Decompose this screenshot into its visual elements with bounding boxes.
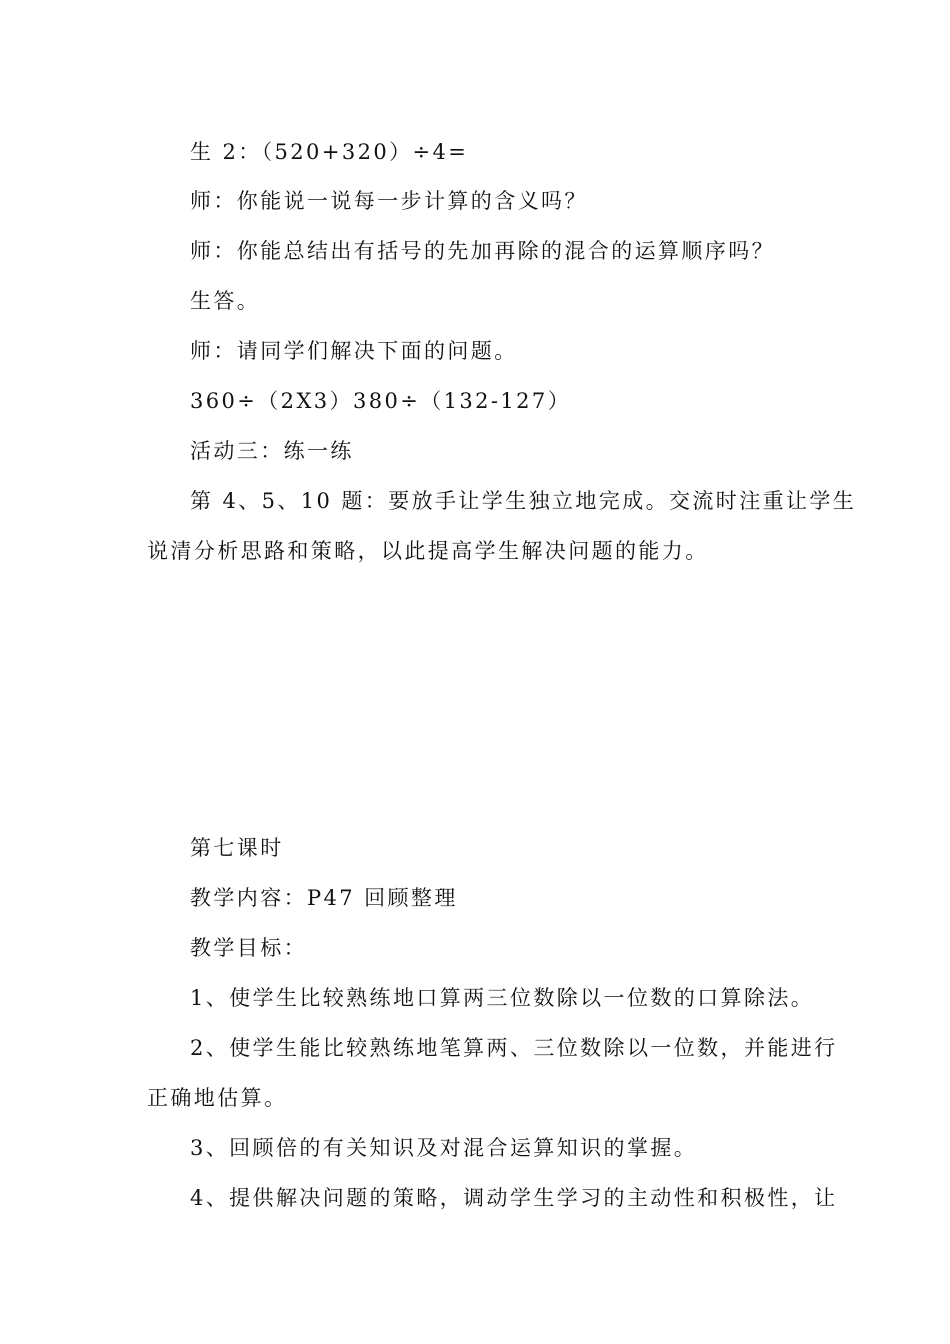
dialogue-teacher-meaning: 师：你能说一说每一步计算的含义吗？ <box>190 189 588 213</box>
dialogue-teacher-order: 师：你能总结出有括号的先加再除的混合的运算顺序吗？ <box>190 239 775 263</box>
dialogue-student-2: 生 2：（520+320）÷4= <box>190 140 469 164</box>
goal-4-line-1: 4、提供解决问题的策略，调动学生学习的主动性和积极性，让 <box>190 1186 838 1210</box>
goal-2-line-1: 2、使学生能比较熟练地笔算两、三位数除以一位数，并能进行 <box>190 1036 838 1060</box>
dialogue-student-answer: 生答。 <box>190 289 261 313</box>
dialogue-teacher-problems: 师：请同学们解决下面的问题。 <box>190 339 518 363</box>
goal-2-line-2: 正确地估算。 <box>147 1086 288 1110</box>
teaching-goals-heading: 教学目标： <box>190 936 307 960</box>
practice-expressions: 360÷（2X3）380÷（132-127） <box>190 389 572 413</box>
goal-1: 1、使学生比较熟练地口算两三位数除以一位数的口算除法。 <box>190 986 815 1010</box>
exercise-paragraph-line-2: 说清分析思路和策略，以此提高学生解决问题的能力。 <box>147 539 709 563</box>
exercise-paragraph-line-1: 第 4、5、10 题：要放手让学生独立地完成。交流时注重让学生 <box>190 489 857 513</box>
goal-3: 3、回顾倍的有关知识及对混合运算知识的掌握。 <box>190 1136 698 1160</box>
teaching-content: 教学内容：P47 回顾整理 <box>190 886 458 910</box>
lesson-heading: 第七课时 <box>190 836 284 860</box>
activity-heading: 活动三：练一练 <box>190 439 354 463</box>
